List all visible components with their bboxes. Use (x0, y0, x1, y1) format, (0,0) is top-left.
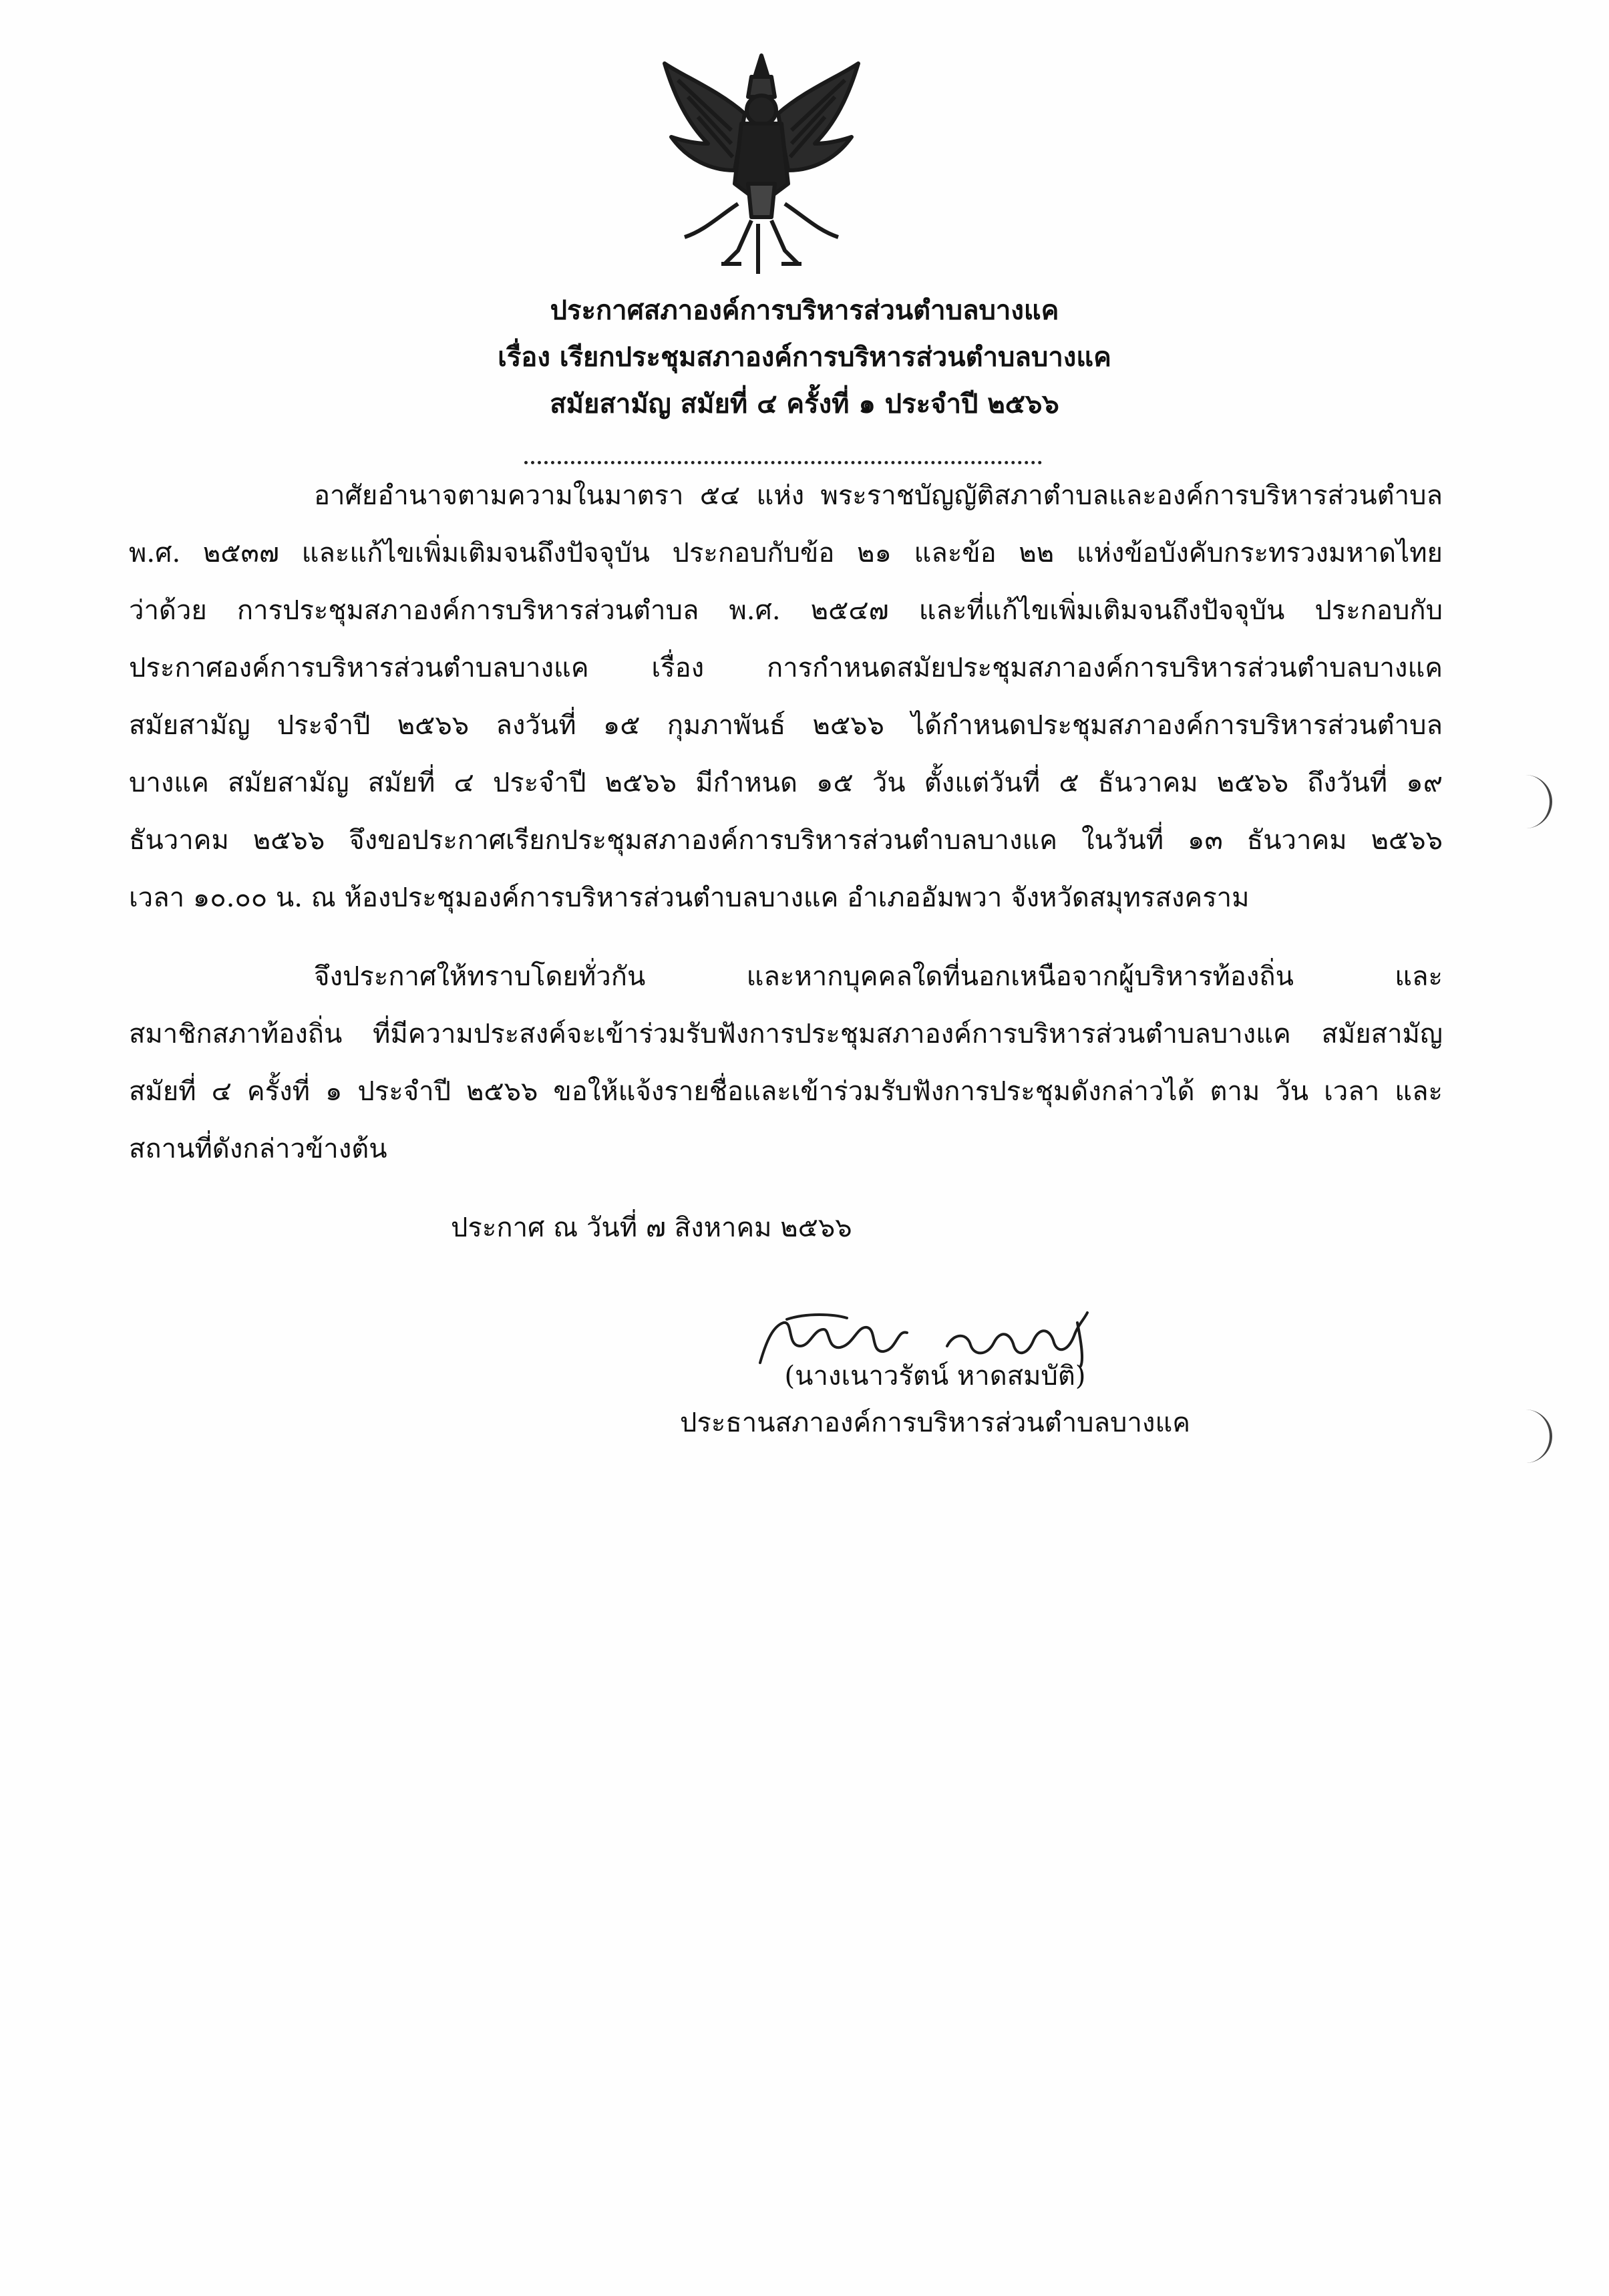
announcement-title: ประกาศสภาองค์การบริหารส่วนตำบลบางแค (550, 295, 1059, 326)
paragraph-1-line: สมัยสามัญ ประจำปี ๒๕๖๖ ลงวันที่ ๑๕ กุมภาพันธ์ ๒๕๖๖ ได้กำหนดประชุมสภาองค์การบริหารส่วนตำบล (129, 710, 1443, 741)
signer-name: (นางเนาวรัตน์ หาดสมบัติ) (784, 1361, 1086, 1391)
scan-mark (1516, 775, 1552, 828)
announcement-session: สมัยสามัญ สมัยที่ ๔ ครั้งที่ ๑ ประจำปี ๒๕๖๖ (550, 388, 1059, 420)
announcement-date: ประกาศ ณ วันที่ ๗ สิงหาคม ๒๕๖๖ (451, 1212, 852, 1243)
paragraph-2-line: สมัยที่ ๔ ครั้งที่ ๑ ประจำปี ๒๕๖๖ ขอให้แจ้งรายชื่อและเข้าร่วมรับฟังการประชุมดังกล่าวได้ ตาม วัน เวลา และ (129, 1076, 1443, 1107)
paragraph-2-line: สถานที่ดังกล่าวข้างต้น (129, 1134, 387, 1164)
paragraph-1-line: เวลา ๑๐.๐๐ น. ณ ห้องประชุมองค์การบริหารส่วนตำบลบางแค อำเภออัมพวา จังหวัดสมุทรสงคราม (129, 882, 1250, 913)
paragraph-1-line: ธันวาคม ๒๕๖๖ จึงขอประกาศเรียกประชุมสภาองค์การบริหารส่วนตำบลบางแค ในวันที่ ๑๓ ธันวาคม ๒๕๖๖ (129, 825, 1443, 856)
paragraph-2-line: สมาชิกสภาท้องถิ่น ที่มีความประสงค์จะเข้าร่วมรับฟังการประชุมสภาองค์การบริหารส่วนตำบลบางแค สมัยสามัญ (129, 1019, 1443, 1049)
paragraph-1-line: บางแค สมัยสามัญ สมัยที่ ๔ ประจำปี ๒๕๖๖ มีกำหนด ๑๕ วัน ตั้งแต่วันที่ ๕ ธันวาคม ๒๕๖๖ ถึงวันที่ ๑๙ (129, 768, 1443, 798)
paragraph-2-line: จึงประกาศให้ทราบโดยทั่วกัน และหากบุคคลใดที่นอกเหนือจากผู้บริหารท้องถิ่น และ (314, 961, 1443, 992)
scan-mark (1516, 1410, 1552, 1463)
paragraph-1-line: พ.ศ. ๒๕๓๗ และแก้ไขเพิ่มเติมจนถึงปัจจุบัน ประกอบกับข้อ ๒๑ และข้อ ๒๒ แห่งข้อบังคับกระทรวงมหาดไทย (129, 538, 1443, 568)
paragraph-1-line: ประกาศองค์การบริหารส่วนตำบลบางแค เรื่อง การกำหนดสมัยประชุมสภาองค์การบริหารส่วนตำบลบางแค (129, 653, 1443, 683)
signer-position: ประธานสภาองค์การบริหารส่วนตำบลบางแค (680, 1408, 1190, 1438)
garuda-emblem-icon (658, 50, 865, 281)
dotted-divider (524, 461, 1042, 464)
announcement-subject: เรื่อง เรียกประชุมสภาองค์การบริหารส่วนตำบลบางแค (498, 341, 1111, 373)
paragraph-1-line: ว่าด้วย การประชุมสภาองค์การบริหารส่วนตำบล พ.ศ. ๒๕๔๗ และที่แก้ไขเพิ่มเติมจนถึงปัจจุบัน ประกอบกับ (129, 595, 1443, 626)
paragraph-1-line: อาศัยอำนาจตามความในมาตรา ๕๔ แห่ง พระราชบัญญัติสภาตำบลและองค์การบริหารส่วนตำบล (314, 480, 1443, 511)
